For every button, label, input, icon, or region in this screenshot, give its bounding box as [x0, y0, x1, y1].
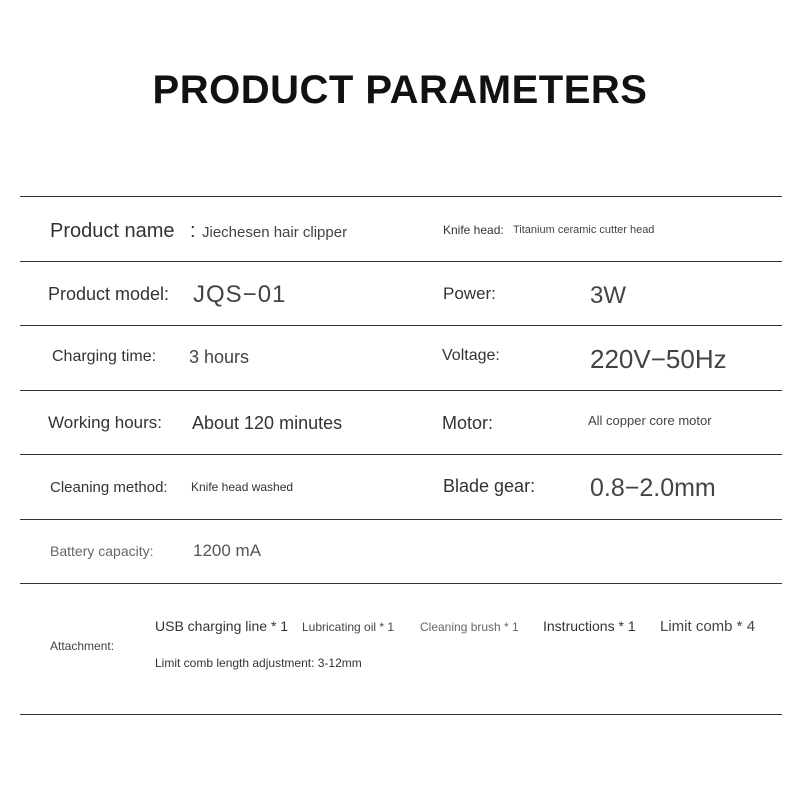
attachment-label: Attachment:	[50, 639, 115, 653]
motor-value: All copper core motor	[588, 413, 712, 428]
product-name-value: Jiechesen hair clipper	[202, 224, 348, 241]
attachment-item: USB charging line * 1	[155, 618, 289, 634]
working-hours-value: About 120 minutes	[192, 413, 343, 433]
attachment-item: Instructions * 1	[543, 618, 636, 634]
product-model-label: Product model:	[48, 284, 170, 304]
table-divider	[20, 261, 782, 262]
table-divider	[20, 519, 782, 520]
table-divider	[20, 583, 782, 584]
attachment-note: Limit comb length adjustment: 3-12mm	[155, 656, 362, 670]
voltage-label: Voltage:	[442, 347, 500, 364]
working-hours-label: Working hours:	[48, 413, 163, 432]
table-divider	[20, 390, 782, 391]
charging-time-value: 3 hours	[189, 347, 250, 367]
knife-head-value: Titanium ceramic cutter head	[513, 224, 655, 236]
charging-time-label: Charging time:	[52, 348, 157, 365]
table-divider	[20, 196, 782, 197]
power-value: 3W	[590, 282, 626, 309]
blade-gear-value: 0.8−2.0mm	[590, 474, 716, 502]
motor-label: Motor:	[442, 413, 494, 433]
product-name-separator: :	[190, 220, 196, 242]
attachment-item: Lubricating oil * 1	[302, 620, 395, 634]
table-divider	[20, 325, 782, 326]
attachment-item: Limit comb * 4	[660, 618, 756, 635]
power-label: Power:	[443, 284, 496, 303]
product-model-value: JQS−01	[193, 281, 287, 308]
battery-capacity-label: Battery capacity:	[50, 543, 154, 559]
table-divider	[20, 714, 782, 715]
knife-head-label: Knife head:	[443, 223, 504, 237]
table-divider	[20, 454, 782, 455]
blade-gear-label: Blade gear:	[443, 476, 536, 496]
voltage-value: 220V−50Hz	[590, 344, 727, 374]
product-name-label: Product name	[50, 220, 175, 242]
page-title: PRODUCT PARAMETERS	[152, 68, 648, 112]
attachment-item: Cleaning brush * 1	[420, 620, 519, 634]
cleaning-method-value: Knife head washed	[191, 480, 294, 494]
cleaning-method-label: Cleaning method:	[50, 479, 168, 496]
battery-capacity-value: 1200 mA	[193, 541, 262, 560]
